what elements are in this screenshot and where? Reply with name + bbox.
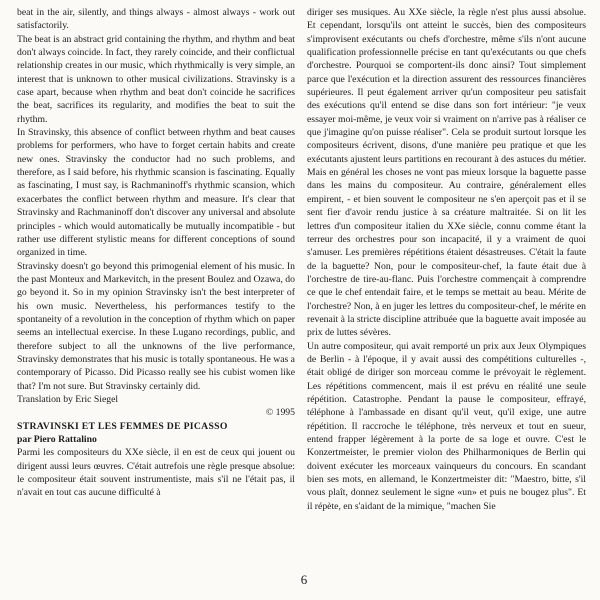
page-number-text: 6 <box>300 572 308 587</box>
right-column <box>307 6 586 513</box>
english-paragraph: The beat is an abstract grid containing the rhythm, and rhythm and beat don't always coincide. In fact, they rarely coincide, and their conflictual relationship creates in our music, which rhythmically is very simple, an interest that is unknown to other musical civilizations. Stravinsky is a case apart, because when rhythm and beat don't coincide he sacrifices the beat, sacrifices its regularity, and modifies the beat to suit the rhythm. <box>17 33 295 125</box>
page-number <box>0 572 600 588</box>
english-paragraph: Stravinsky doesn't go beyond this primogenial element of his music. In the past Monteux and Markevitch, in the present Boulez and Ozawa, do go beyond it. So in my opinion Stravinsky isn't the best interpreter of his own music. Nevertheless, his performances testify to the spontaneity of a revolution in the conception of rhythm which on paper seems an intellectual exercise. In these Lugano recordings, public, and therefore subject to all the unknowns of the live performance, Stravinsky demonstrates that his music is totally spontaneous. He was a contemporary of Picasso. Did Picasso really see his cubist women like that? I'm not sure. But Stravinsky certainly did. <box>17 260 295 392</box>
copyright-notice: © 1995 <box>265 407 295 419</box>
translation-credit: Translation by Eric Siegel <box>17 393 119 405</box>
article-title: STRAVINSKI ET LES FEMMES DE PICASSO <box>17 420 228 432</box>
left-column <box>17 6 295 513</box>
english-paragraph: In Stravinsky, this absence of conflict between rhythm and beat causes problems for performers, who have to forget certain habits and create new ones. Stravinsky the conductor had no such problems, and therefore, as I said before, his rhythmic scansion is fascinating. Equally as fascinating, I must say, is Rachmaninoff's rhythmic scansion, which exacerbates the conflict between rhythm and measure. It's clear that Stravinsky and Rachmaninoff don't discover any universal and absolute principles - which would automatically be mutually incompatible - but rather use different stylistic means for different conceptions of sound organized in time. <box>17 127 295 259</box>
french-paragraph: Un autre compositeur, qui avait remporté un prix aux Jeux Olympiques de Berlin - à l'époque, il y avait aussi des compétitions culturelles -, était obligé de diriger son morceau comme le prévoyait le règlement. Les répétitions commencent, mais il est prévu en réalité une seule répétition. Catastrophe. Pendant la pause le compositeur, effrayé, téléphone à l'ambassade en disant qu'il veut, qu'il exige, une autre répétition. Il raccroche le téléphone, très nerveux et tout en sueur, entend frapper légèrement à la porte de sa loge et ouvre. C'est le Konzertmeister, le premier violon des Philharmoniques de Berlin qui doivent exécuter les morceaux vainqueurs du concours. En scandant bien ses mots, en allemand, le Konzertmeister dit: "Maestro, bitte, s'il vous plaît, donnez seulement le signe «un» et puis ne bougez plus". Et il répète, en s'aidant de la mimique, "machen Sie <box>307 340 586 512</box>
french-paragraph: Parmi les compositeurs du XXe siècle, il en est de ceux qui jouent ou dirigent aussi leurs œuvres. C'était autrefois une règle presque absolue: le compositeur était souvent instrumentiste, mais s'il ne l'était pas, il n'avait en tout cas aucune difficulté à <box>17 447 295 499</box>
english-paragraph: beat in the air, silently, and things always - almost always - work out satisfactorily. <box>17 7 295 32</box>
two-column-layout <box>17 6 586 513</box>
article-author: par Piero Rattalino <box>17 434 97 445</box>
french-paragraph: diriger ses musiques. Au XXe siècle, la règle n'est plus aussi absolue. Et cependant, lorsqu'ils ont atteint le succès, bien des compositeurs s'improvisent exécutants ou chefs d'orchestre, même s'ils n'ont aucune qualification professionnelle précise en tant qu'exécutants ou que chefs d'orchestre. Pourquoi se comportent-ils donc ainsi? Tout simplement parce que l'exécution et la direction assurent des ressources financières supérieures. Il peut également arriver qu'un compositeur peu satisfait des exécutions qu'il entend se dise dans son fort intérieur: "je veux essayer moi-même, je veux voir si vraiment on n'arrive pas à réaliser ce que j'imagine qu'on puisse réaliser". Cela se produit surtout lorsque les compositeurs écrivent, disons, d'une manière peu pratique et que les exécutants ajustent leurs partitions en recourant à des astuces du métier. Mais en général les choses ne vont pas mieux lorsque la baguette passe dans les mains du compositeur. Au contraire, généralement elles empirent, - et bien souvent le compositeur ne s'en aperçoit pas et il se sent fier d'avoir rendu justice à sa créature maltraitée. Si on lit les lettres d'un compositeur italien du XXe siècle, connu comme étant la terreur des orchestres pour son incapacité, il y a vraiment de quoi s'amuser. Les premières répétitions étaient désastreuses. C'était la faute de la baguette? Non, pour le compositeur-chef, la faute était due à l'orchestre de tire-au-flanc. Puis l'orchestre commençait à comprendre ce que le chef entendait faire, et le temps se mettait au beau. Mérite de l'orchestre? Non, à en juger les lettres du compositeur-chef, le mérite en revenait à la stricte discipline attribuée que la baguette avait imposée au prix de luttes sévères. <box>307 7 586 339</box>
